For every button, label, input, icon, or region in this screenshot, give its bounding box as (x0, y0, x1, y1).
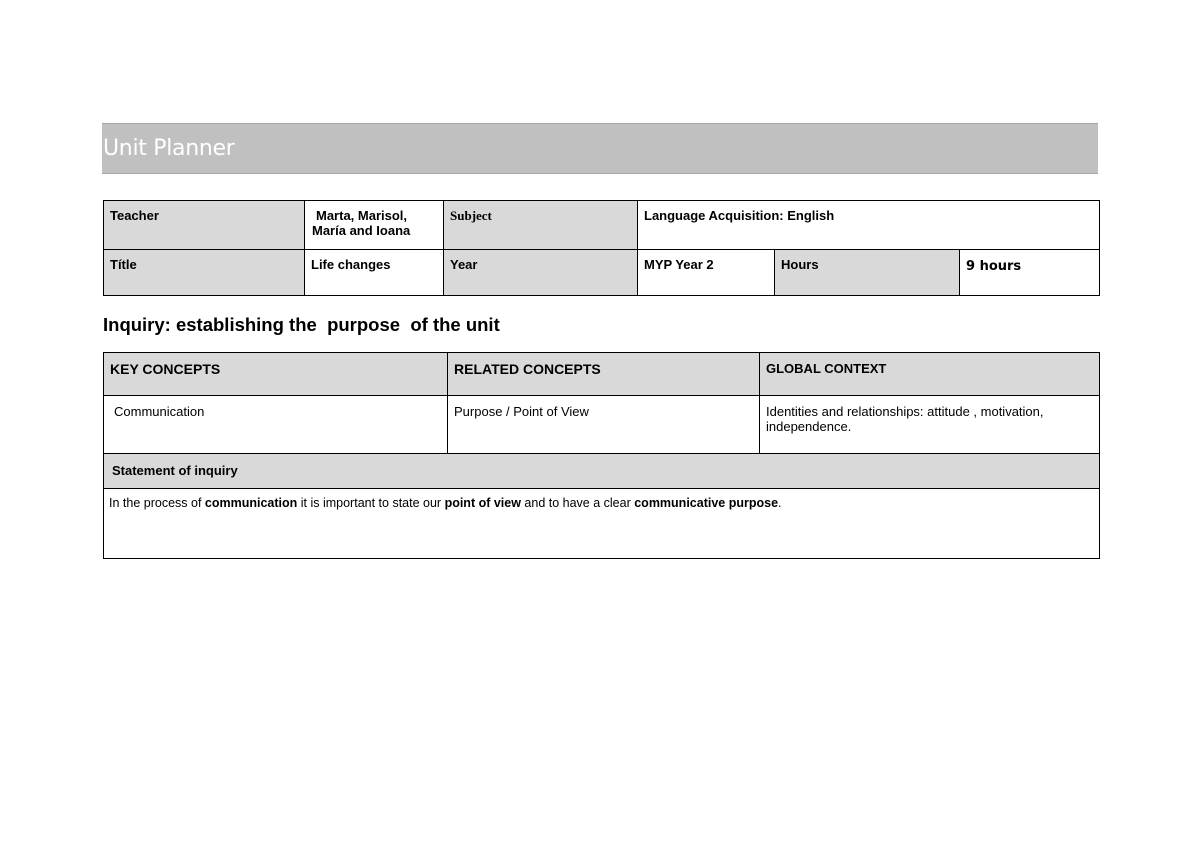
related-concepts-value-cell (448, 396, 760, 454)
concepts-values-row (104, 396, 1100, 454)
unit-info-table (103, 200, 1100, 296)
hours-label-cell (775, 250, 960, 296)
key-concepts-header (104, 353, 448, 396)
inquiry-heading: Inquiry: establishing the purpose of the unit (103, 314, 500, 335)
statement-header-row (104, 454, 1100, 489)
subject-label: Subject (450, 208, 492, 223)
teacher-label: Teacher (110, 208, 159, 223)
document-title: Unit Planner (103, 136, 235, 161)
teacher-value-line2: María and Ioana (312, 223, 411, 238)
statement-of-inquiry-label: Statement of inquiry (112, 463, 238, 478)
inquiry-table (103, 352, 1100, 559)
hours-value: 9 hours (966, 259, 1022, 274)
statement-row (104, 489, 1100, 559)
hours-label: Hours (781, 257, 819, 272)
subject-value: Language Acquisition: English (644, 208, 835, 223)
year-value-cell (638, 250, 775, 296)
statement-bold-point-of-view: point of view (444, 496, 521, 510)
year-value: MYP Year 2 (644, 257, 714, 272)
title-label: Títle (110, 257, 137, 272)
global-context-value-cell (760, 396, 1100, 454)
statement-of-inquiry-text (104, 489, 1100, 559)
global-context-header (760, 353, 1100, 396)
title-value-cell (305, 250, 444, 296)
statement-text-part: In the process of (109, 496, 205, 510)
year-label: Year (450, 257, 478, 272)
statement-text-part: it is important to state our (297, 496, 445, 510)
teacher-value-cell (305, 201, 444, 250)
related-concepts-value: Purpose / Point of View (454, 404, 589, 419)
related-concepts-header (448, 353, 760, 396)
subject-label-cell (444, 201, 638, 250)
unit-planner-title-bar (102, 123, 1098, 174)
related-concepts-label: RELATED CONCEPTS (454, 361, 601, 377)
teacher-value-line1: Marta, Marisol, (316, 208, 408, 223)
info-row-title (104, 250, 1100, 296)
statement-bold-communication: communication (204, 496, 298, 510)
statement-of-inquiry-header (104, 454, 1100, 489)
key-concepts-label: KEY CONCEPTS (110, 361, 221, 377)
year-label-cell (444, 250, 638, 296)
teacher-label-cell (104, 201, 305, 250)
title-label-cell (104, 250, 305, 296)
global-context-value: Identities and relationships: attitude , motivation, independence. (766, 404, 1044, 434)
statement-bold-communicative-purpose: communicative purpose (634, 496, 779, 510)
concepts-header-row (104, 353, 1100, 396)
statement-text-part: . (778, 496, 782, 510)
title-value: Life changes (311, 257, 391, 272)
key-concepts-value: Communication (114, 404, 205, 419)
info-row-teacher (104, 201, 1100, 250)
statement-text-part: and to have a clear (520, 496, 635, 510)
hours-value-cell (960, 250, 1100, 296)
global-context-label: GLOBAL CONTEXT (766, 361, 887, 376)
key-concepts-value-cell (104, 396, 448, 454)
subject-value-cell (638, 201, 1100, 250)
